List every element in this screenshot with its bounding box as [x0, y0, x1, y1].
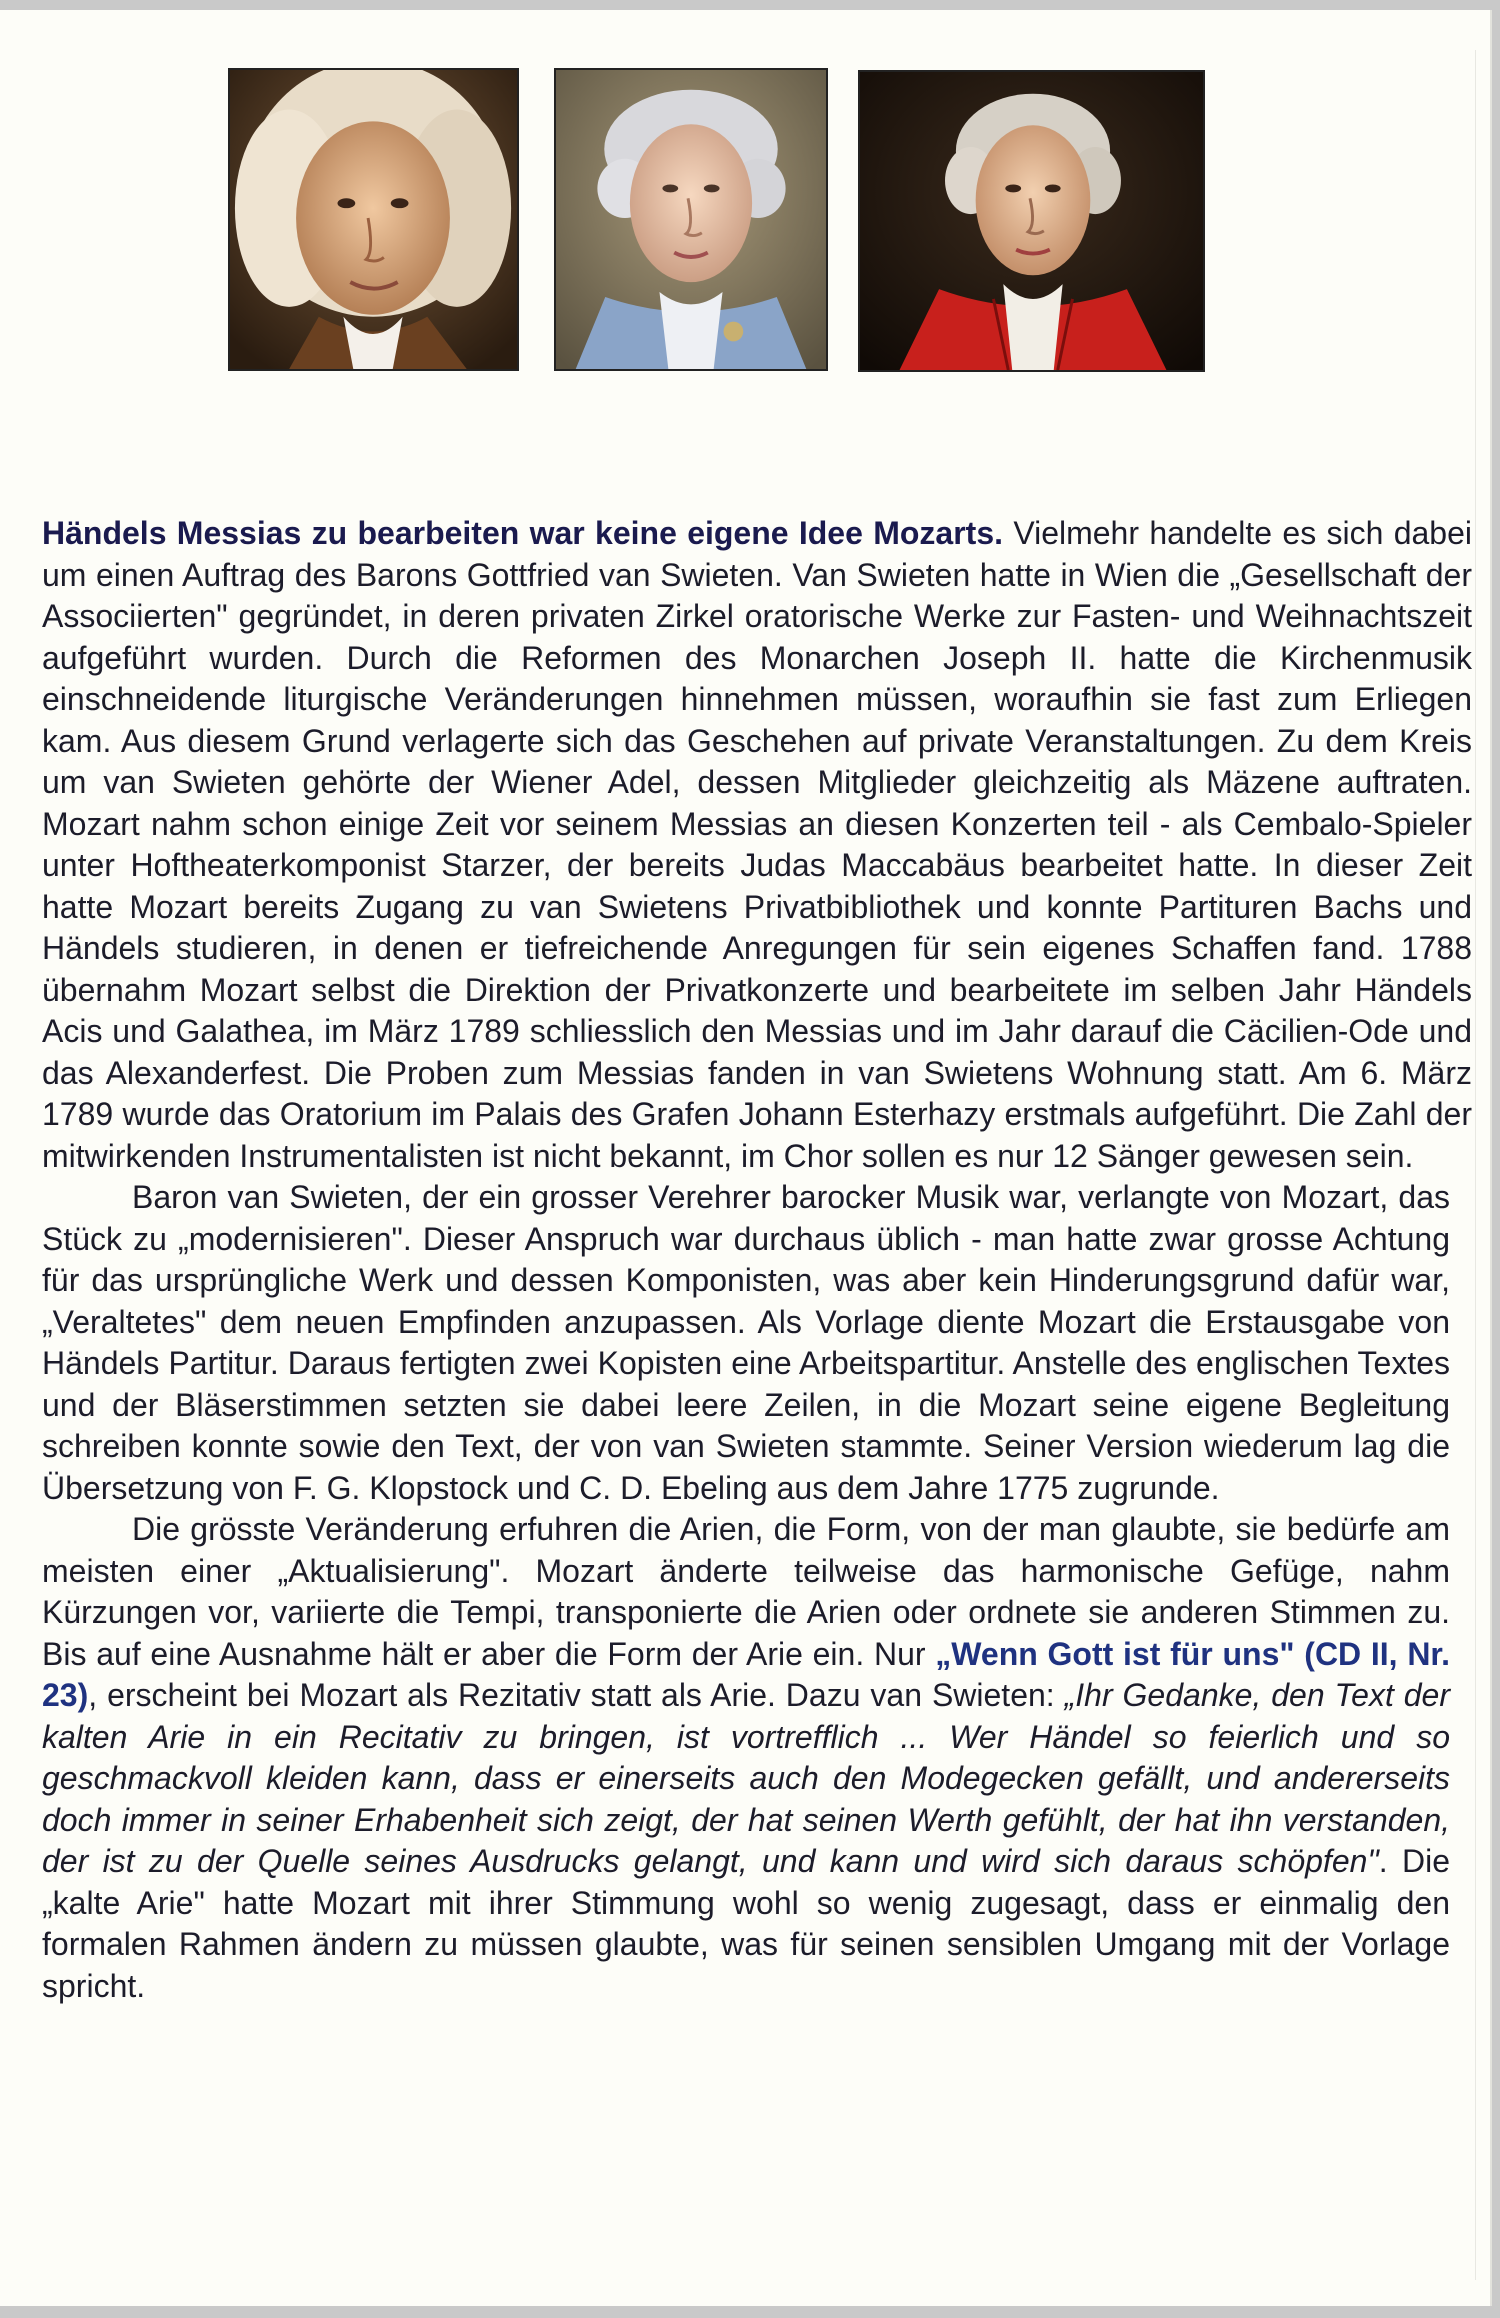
paragraph-1-text: Vielmehr handelte es sich dabei um einen Auftrag des Barons Gottfried van Swieten. Van Swieten hatte in Wien die „Gesellschaft der Associierten" gegründet, in deren privaten Zirkel oratorische Werke zur Fasten- und Weihnachtszeit aufgeführt wurden. Durch die Reformen des Monarchen Joseph II. hatte die Kirchenmusik einschneidende liturgische Veränderungen hinnehmen müssen, woraufhin sie fast zum Erliegen kam. Aus diesem Grund verlagerte sich das Geschehen auf private Veranstaltungen. Zu dem Kreis um van Swieten gehörte der Wiener Adel, dessen Mitglieder gleichzeitig als Mäzene auftraten. Mozart nahm schon einige Zeit vor seinem Messias an diesen Konzerten teil - als Cembalo-Spieler unter Hoftheaterkomponist Starzer, der bereits Judas Maccabäus bearbeitet hatte. In dieser Zeit hatte Mozart bereits Zugang zu van Swietens Privatbibliothek und konnte Partituren Bachs und Händels studieren, in denen er tiefreichende Anregungen für sein eigenes Schaffen fand. 1788 übernahm Mozart selbst die Direktion der Privatkonzerte und bearbeitete im selben Jahr Händels Acis und Galathea, im März 1789 schliesslich den Messias und im Jahr darauf die Cäcilien-Ode und das Alexanderfest. Die Proben zum Messias fanden in van Swietens Wohnung statt. Am 6. März 1789 wurde das Oratorium im Palais des Grafen Johann Esterhazy erstmals aufgeführt. Die Zahl der mitwirkenden Instrumentalisten ist nicht bekannt, im Chor sollen es nur 12 Sänger gewesen sein.: [42, 515, 1473, 1174]
lead-sentence: Händels Messias zu bearbeiten war keine eigene Idee Mozarts.: [42, 515, 1004, 551]
portrait-handel: [228, 68, 519, 371]
cd-reference: „Wenn Gott ist für uns" (CD II, Nr. 23): [42, 1635, 1451, 1713]
portrait-mozart: [858, 70, 1205, 372]
article-body: [42, 513, 1472, 2007]
paragraph-3: [42, 1509, 1450, 2007]
paragraph-1: [42, 513, 1472, 1177]
paragraph-3-text-after: . Die „kalte Arie" hatte Mozart mit ihrer Stimmung wohl so wenig zugesagt, dass er einmalig den formalen Rahmen ändern zu müssen glaubte, was für seinen sensiblen Umgang mit der Vorlage spricht.: [42, 1843, 1451, 2004]
page: [0, 10, 1492, 2306]
portrait-handel-image: [230, 70, 517, 369]
portrait-van-swieten: [554, 68, 828, 371]
page-edge-rule: [1475, 50, 1476, 2280]
portrait-van-swieten-image: [556, 70, 826, 369]
paragraph-3-text-middle: , erscheint bei Mozart als Rezitativ statt als Arie. Dazu van Swieten:: [88, 1677, 1065, 1713]
paragraph-3-text-before: Die grösste Veränderung erfuhren die Arien, die Form, von der man glaubte, sie bedürfe am meisten einer „Aktualisierung". Mozart änderte teilweise das harmonische Gefüge, nahm Kürzungen vor, variierte die Tempi, transponierte die Arien oder ordnete sie anderen Stimmen zu. Bis auf eine Ausnahme hält er aber die Form der Arie ein. Nur: [42, 1511, 1450, 1672]
portrait-mozart-image: [860, 72, 1203, 370]
portrait-row: [0, 58, 1490, 378]
paragraph-2: Baron van Swieten, der ein grosser Verehrer barocker Musik war, verlangte von Mozart, das Stück zu „modernisieren". Dieser Anspruch war durchaus üblich - man hatte zwar grosse Achtung für das ursprüngliche Werk und dessen Komponisten, was aber kein Hinderungsgrund dafür war, „Veraltetes" dem neuen Empfinden anzupassen. Als Vorlage diente Mozart die Erstausgabe von Händels Partitur. Daraus fertigten zwei Kopisten eine Arbeitspartitur. Anstelle des englischen Textes und der Bläserstimmen setzten sie dabei leere Zeilen, in die Mozart seine eigene Begleitung schreiben konnte sowie den Text, der von van Swieten stammte. Seiner Version wiederum lag die Übersetzung von F. G. Klopstock und C. D. Ebeling aus dem Jahre 1775 zugrunde.: [42, 1179, 1450, 1506]
van-swieten-quote: „Ihr Gedanke, den Text der kalten Arie in ein Recitativ zu bringen, ist vortrefflich ... Wer Händel so feierlich und so geschmackvoll kleiden kann, dass er einerseits auch den Modegecken gefällt, und andererseits doch immer in seiner Erhabenheit sich zeigt, der hat seinen Werth gefühlt, der hat ihn verstanden, der ist zu der Quelle seines Ausdrucks gelangt, und kann und wird sich daraus schöpfen": [42, 1677, 1451, 1879]
